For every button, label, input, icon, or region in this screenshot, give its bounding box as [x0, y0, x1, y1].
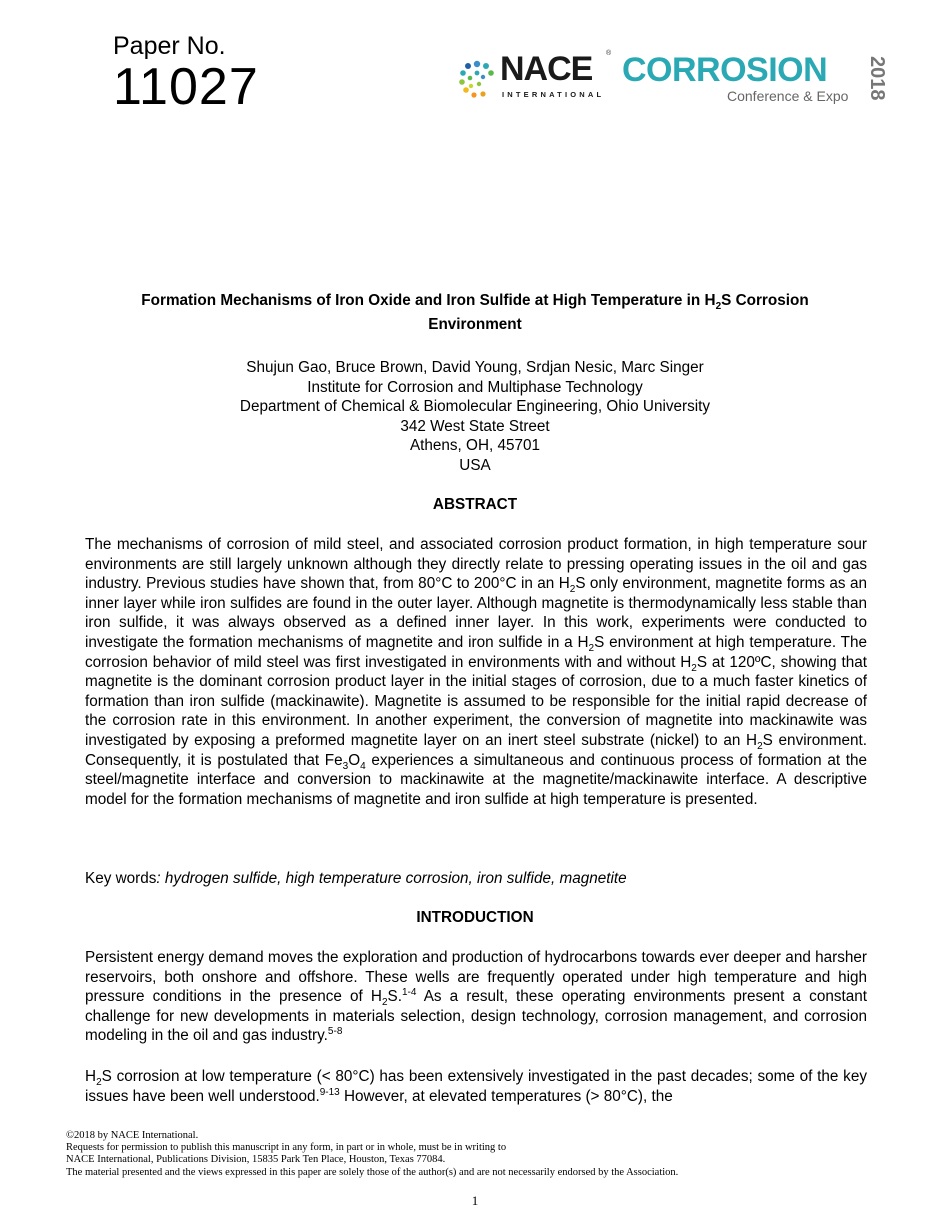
introduction-heading: INTRODUCTION: [416, 909, 534, 926]
author-institute: Institute for Corrosion and Multiphase Technology: [307, 378, 643, 396]
author-department: Department of Chemical & Biomolecular Engineering, Ohio University: [239, 398, 711, 416]
author-city: Athens, OH, 45701: [409, 437, 541, 455]
nace-wordmark: NACE: [500, 50, 593, 88]
author-names: Shujun Gao, Bruce Brown, David Young, Srdjan Nesic, Marc Singer: [246, 359, 704, 376]
abstract-heading: ABSTRACT: [432, 496, 518, 513]
nace-subtitle: INTERNATIONAL: [502, 90, 605, 99]
nace-globe-icon: [455, 56, 499, 100]
copyright-footer: [66, 1130, 886, 1179]
footer-disclaimer: The material presented and the views expressed in this paper are solely those of the author(s) and are not necessarily endorsed by the Association.: [66, 1166, 679, 1178]
author-street: 342 West State Street: [400, 417, 550, 435]
keywords-line: Key words: hydrogen sulfide, high temperature corrosion, iron sulfide, magnetite: [85, 870, 627, 887]
paper-number-block: [113, 32, 259, 116]
nace-corrosion-logo: [455, 52, 895, 110]
registered-mark: ®: [606, 50, 612, 57]
footer-copyright: ©2018 by NACE International.: [66, 1130, 199, 1141]
footer-address: NACE International, Publications Division, 15835 Park Ten Place, Houston, Texas 77084.: [66, 1154, 446, 1166]
paper-title: Formation Mechanisms of Iron Oxide and Iron Sulfide at High Temperature in $H_2S$ Corrosion Environment: [141, 292, 809, 333]
intro-paragraph-2: $H_2S$ corrosion at low temperature (< 80°C) has been extensively investigated in the past decades; some of the key issues have been well understood.$^{9-13}$ However, at elevated temperatures (> 80°C), the: [85, 1068, 867, 1105]
paper-number: 11027: [113, 58, 259, 116]
conference-year: 2018: [866, 56, 888, 101]
author-country: USA: [459, 456, 491, 474]
paper-label: Paper No.: [113, 32, 226, 60]
footer-permission: Requests for permission to publish this manuscript in any form, in part or in whole, must be in writing to: [66, 1142, 507, 1154]
abstract-paragraph: The mechanisms of corrosion of mild steel, and associated corrosion product formation, in high temperature sour environments are still largely unknown although they directly relate to pressing operating issues in the oil and gas industry. Previous studies have shown that, from 80°C to 200°C in an $H_2S$ only environment, magnetite forms as an inner layer while iron sulfides are found in the outer layer. Although magnetite is thermodynamically less stable than iron sulfide, it was always observed as a defined inner layer. In this work, experiments were conducted to investigate the formation mechanisms of magnetite and iron sulfide in a $H_2S$ environment at high temperature. The corrosion behavior of mild steel was first investigated in environments with and without $H_2S$ at 120ºC, showing that magnetite is the dominant corrosion product layer in the initial stages of corrosion, due to a much faster kinetics of formation than iron sulfide (mackinawite). Magnetite is assumed to be responsible for the initial rapid decrease of the corrosion rate in this environment. In another experiment, the conversion of magnetite into mackinawite was investigated by exposing a preformed magnetite layer on an inert steel substrate (nickel) to an $H_2S$ environment. Consequently, it is postulated that $Fe_3O_4$ experiences a simultaneous and continuous process of formation at the steel/magnetite interface and conversion to mackinawite at the magnetite/mackinawite interface. A descriptive model for the formation mechanisms of magnetite and iron sulfide at high temperature is presented.: [85, 536, 867, 808]
page-number: 1: [471, 1193, 479, 1208]
conference-expo-text: Conference & Expo: [727, 88, 849, 104]
author-block: [95, 358, 855, 476]
intro-paragraph-1: Persistent energy demand moves the exploration and production of hydrocarbons towards ever deeper and harsher reservoirs, both onshore and offshore. These wells are frequently operated under high temperature and high pressure conditions in the presence of $H_2S.^{1-4}$ As a result, these operating environments present a constant challenge for new developments in materials selection, design technology, corrosion management, and corrosion modeling in the oil and gas industry.$^{5-8}$: [85, 949, 867, 1045]
corrosion-wordmark: CORROSION: [622, 51, 828, 89]
